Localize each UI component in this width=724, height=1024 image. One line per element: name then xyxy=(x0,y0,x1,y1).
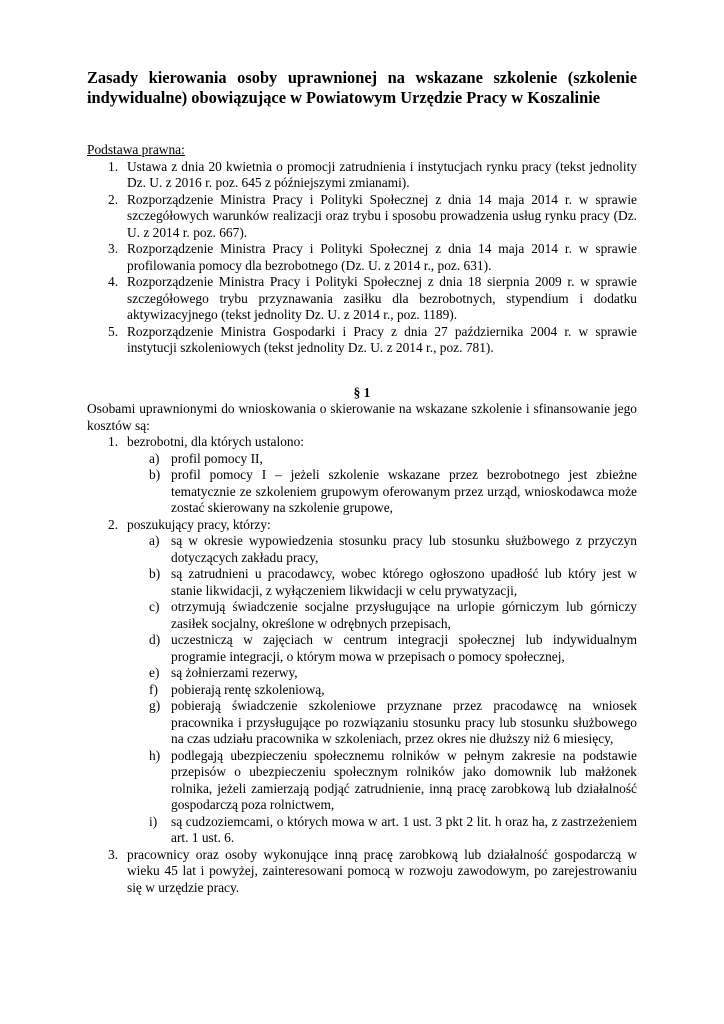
section-intro: Osobami uprawnionymi do wnioskowania o skierowanie na wskazane szkolenie i sfinansowanie jego kosztów są: xyxy=(87,401,637,433)
sub-item: b) są zatrudnieni u pracodawcy, wobec którego ogłoszono upadłość lub który jest w stanie likwidacji, z wyłączeniem likwidacji w celu prywatyzacji, xyxy=(149,566,637,598)
legal-basis-item: 1. Ustawa z dnia 20 kwietnia o promocji zatrudnienia i instytucjach rynku pracy (tekst jednolity Dz. U. z 2016 r. poz. 645 z późniejszymi zmianami). xyxy=(108,158,637,190)
sub-item: d) uczestniczą w zajęciach w centrum integracji społecznej lub indywidualnym programie integracji, o którym mowa w przepisach o pomocy społecznej, xyxy=(149,632,637,664)
sub-item: g) pobierają świadczenie szkoleniowe przyznane przez pracodawcę na wniosek pracownika i przysługujące po rozwiązaniu stosunku pracy lub stosunku służbowego na czas udziału pracownika w szkoleniach, przez okres nie dłuższy niż 6 miesięcy, xyxy=(149,698,637,746)
document-title: Zasady kierowania osoby uprawnionej na wskazane szkolenie (szkolenie indywidualne) obowiązujące w Powiatowym Urzędzie Pracy w Koszalinie xyxy=(87,68,637,107)
legal-basis-item: 2. Rozporządzenie Ministra Pracy i Polityki Społecznej z dnia 14 maja 2014 r. w sprawie szczegółowych warunków realizacji oraz trybu i sposobu prowadzenia usług rynku pracy (Dz. U. z 2014 r. poz. 667). xyxy=(108,191,637,240)
sub-item: a) są w okresie wypowiedzenia stosunku pracy lub stosunku służbowego z przyczyn dotyczących zakładu pracy, xyxy=(149,533,637,565)
section-heading: § 1 xyxy=(353,384,371,400)
sub-item: f) pobierają rentę szkoleniową, xyxy=(149,681,325,697)
sub-list xyxy=(127,451,637,517)
legal-basis-label: Podstawa prawna: xyxy=(87,142,185,157)
sub-item: e) są żołnierzami rezerwy, xyxy=(149,665,298,680)
sub-item: b) profil pomocy I – jeżeli szkolenie wskazane przez bezrobotnego jest zbieżne tematycznie ze szkoleniem grupowym oferowanym przez urząd, wnioskodawca może zostać skierowany na szkolenie grupowe, xyxy=(149,467,637,515)
eligible-group-item: 3. pracownicy oraz osoby wykonujące inną pracę zarobkową lub działalność gospodarczą w wieku 45 lat i powyżej, zainteresowani pomocą w rozwoju zawodowym, po zarejestrowaniu się w urzędzie pracy. xyxy=(108,846,637,895)
sub-item: c) otrzymują świadczenie socjalne przysługujące na urlopie górniczym lub górniczy zasiłek socjalny, określone w odrębnych przepisach, xyxy=(149,599,637,631)
eligible-group-item: 2. poszukujący pracy, którzy: a) są w okresie wypowiedzenia stosunku pracy lub stosunku służbowego z przyczyn dotyczących zakładu pracy, b) są zatrudnieni u pracodawcy, wobec którego ogłoszono upadłość lub który jest w stanie likwidacji, z wyłączeniem likwidacji w celu prywatyzacji, c) otrzymują świadczenie socjalne przysługujące na urlopie górniczym lub górniczy zasiłek socjalny, określone w odrębnych przepisach, d) uczestniczą w zajęciach w centrum integracji społecznej lub indywidualnym programie integracji, o którym mowa w przepisach o pomocy społecznej, e) są żołnierzami rezerwy, f) pobierają rentę szkoleniową, g) pobierają świadczenie szkoleniowe przyznane przez pracodawcę na wniosek pracownika i przysługujące po rozwiązaniu stosunku pracy lub stosunku służbowego na czas udziału pracownika w szkoleniach, przez okres nie dłuższy niż 6 miesięcy, h) podlegają ubezpieczeniu społecznemu rolników w pełnym zakresie na podstawie przepisów o ubezpieczeniu społecznym rolników jako domownik lub małżonek rolnika, jeżeli zamierzają podjąć zatrudnienie, inną pracę zarobkową lub działalność gospodarczą poza rolnictwem, i) są cudzoziemcami, o których mowa w art. 1 ust. 3 pkt 2 lit. h oraz ha, z zastrzeżeniem art. 1 ust. 6. xyxy=(108,516,637,845)
eligible-group-item: 1. bezrobotni, dla których ustalono: a) profil pomocy II, b) profil pomocy I – jeżeli szkolenie wskazane przez bezrobotnego jest zbieżne tematycznie ze szkoleniem grupowym oferowanym przez urząd, wnioskodawca może zostać skierowany na szkolenie grupowe, xyxy=(108,434,637,515)
legal-basis-item: 5. Rozporządzenie Ministra Gospodarki i Pracy z dnia 27 października 2004 r. w sprawie instytucji szkoleniowych (tekst jednolity Dz. U. z 2014 r., poz. 781). xyxy=(108,323,637,355)
eligible-persons-list xyxy=(87,434,637,896)
legal-basis-list xyxy=(87,159,637,357)
legal-basis-item: 4. Rozporządzenie Ministra Pracy i Polityki Społecznej z dnia 18 sierpnia 2009 r. w sprawie szczegółowego trybu przyznawania zasiłku dla bezrobotnych, stypendium i dodatku aktywizacyjnego (tekst jednolity Dz. U. z 2014 r., poz. 1189). xyxy=(108,274,637,322)
sub-item: i) są cudzoziemcami, o których mowa w art. 1 ust. 3 pkt 2 lit. h oraz ha, z zastrzeżeniem art. 1 ust. 6. xyxy=(149,813,637,845)
sub-list xyxy=(127,533,637,847)
legal-basis-item: 3. Rozporządzenie Ministra Pracy i Polityki Społecznej z dnia 14 maja 2014 r. w sprawie profilowania pomocy dla bezrobotnego (Dz. U. z 2014 r., poz. 631). xyxy=(108,241,637,273)
sub-item: a) profil pomocy II, xyxy=(149,450,263,466)
sub-item: h) podlegają ubezpieczeniu społecznemu rolników w pełnym zakresie na podstawie przepisów o ubezpieczeniu społecznym rolników jako domownik lub małżonek rolnika, jeżeli zamierzają podjąć zatrudnienie, inną pracę zarobkową lub działalność gospodarczą poza rolnictwem, xyxy=(149,747,637,812)
